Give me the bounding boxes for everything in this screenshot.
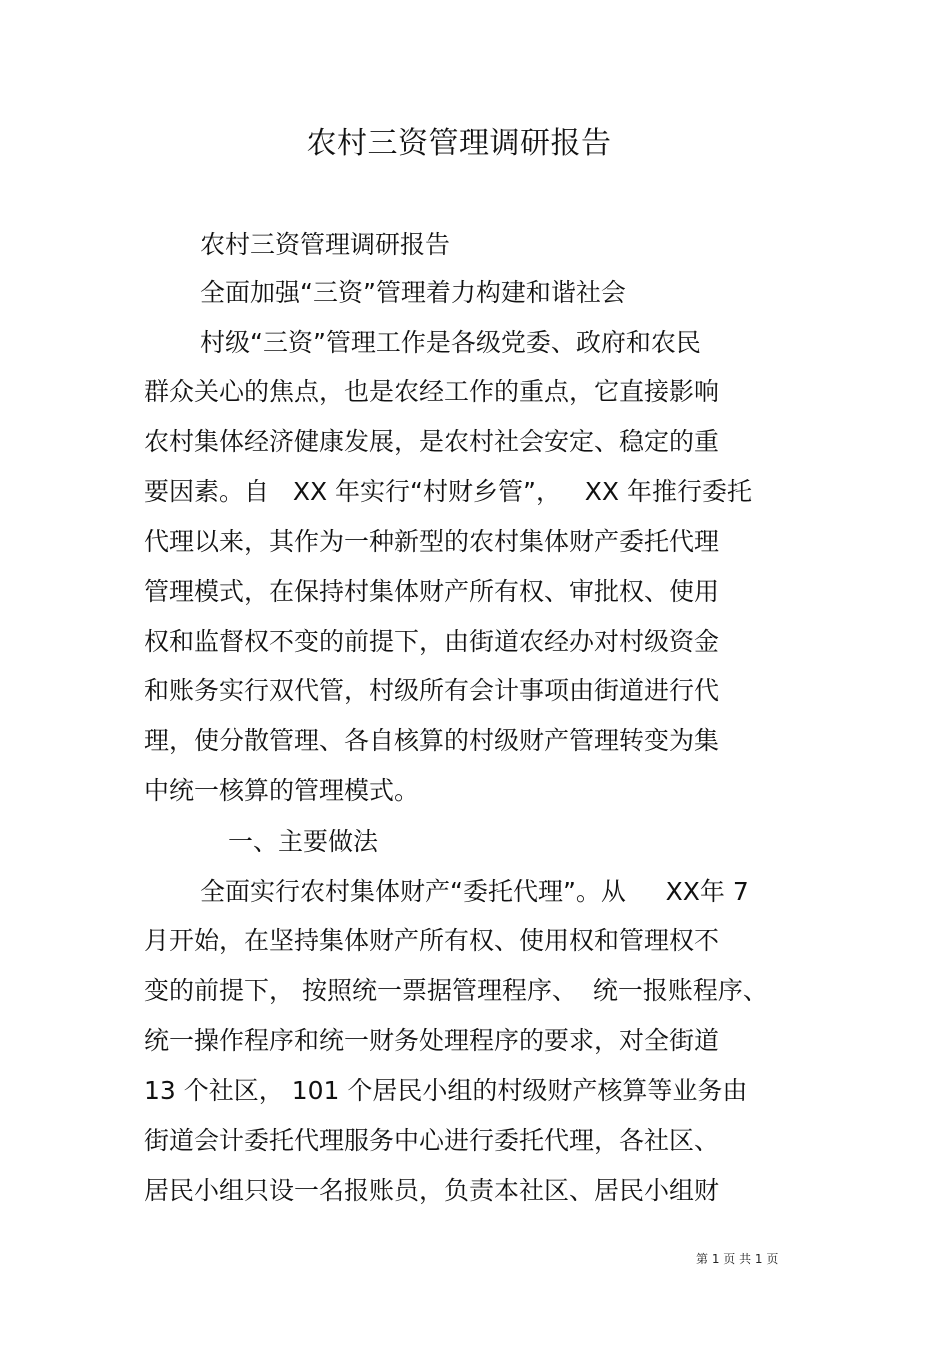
page-number-footer: 第 1 页 共 1 页 — [696, 1252, 779, 1266]
paragraph-line: 月开始，在坚持集体财产所有权、使用权和管理权不 — [144, 926, 720, 955]
paragraph-line: 居民小组只设一名报账员，负责本社区、居民小组财 — [144, 1176, 720, 1205]
paragraph-line: 中统一核算的管理模式。 — [144, 776, 420, 805]
paragraph-line: 代理以来，其作为一种新型的农村集体财产委托代理 — [144, 527, 720, 556]
paragraph-line: 权和监督权不变的前提下，由街道农经办对村级资金 — [144, 627, 720, 656]
document-title: 农村三资管理调研报告 — [306, 126, 612, 161]
paragraph-line: 农村集体经济健康发展，是农村社会安定、稳定的重 — [144, 427, 720, 456]
paragraph-line: 统一操作程序和统一财务处理程序的要求，对全街道 — [144, 1026, 720, 1055]
paragraph-line: 和账务实行双代管，村级所有会计事项由街道进行代 — [144, 676, 720, 705]
section-heading: 一、主要做法 — [228, 827, 379, 856]
paragraph-line: 群众关心的焦点，也是农经工作的重点，它直接影响 — [144, 377, 720, 406]
paragraph-line: 理，使分散管理、各自核算的村级财产管理转变为集 — [144, 726, 720, 755]
paragraph-line: 管理模式，在保持村集体财产所有权、审批权、使用 — [144, 577, 720, 606]
paragraph-line: 街道会计委托代理服务中心进行委托代理，各社区、 — [144, 1126, 720, 1155]
paragraph-line: 13 个社区， 101 个居民小组的村级财产核算等业务由 — [144, 1076, 748, 1105]
subtitle-line: 全面加强“三资”管理着力构建和谐社会 — [200, 278, 626, 307]
paragraph-line: 村级“三资”管理工作是各级党委、政府和农民 — [200, 328, 701, 357]
paragraph-line: 要因素。自 XX 年实行“村财乡管”， XX 年推行委托 — [144, 477, 752, 506]
paragraph-line: 全面实行农村集体财产“委托代理”。从 XX年 7 — [200, 877, 749, 906]
subtitle-line: 农村三资管理调研报告 — [200, 230, 451, 259]
paragraph-line: 变的前提下， 按照统一票据管理程序、 统一报账程序、 — [144, 976, 768, 1005]
